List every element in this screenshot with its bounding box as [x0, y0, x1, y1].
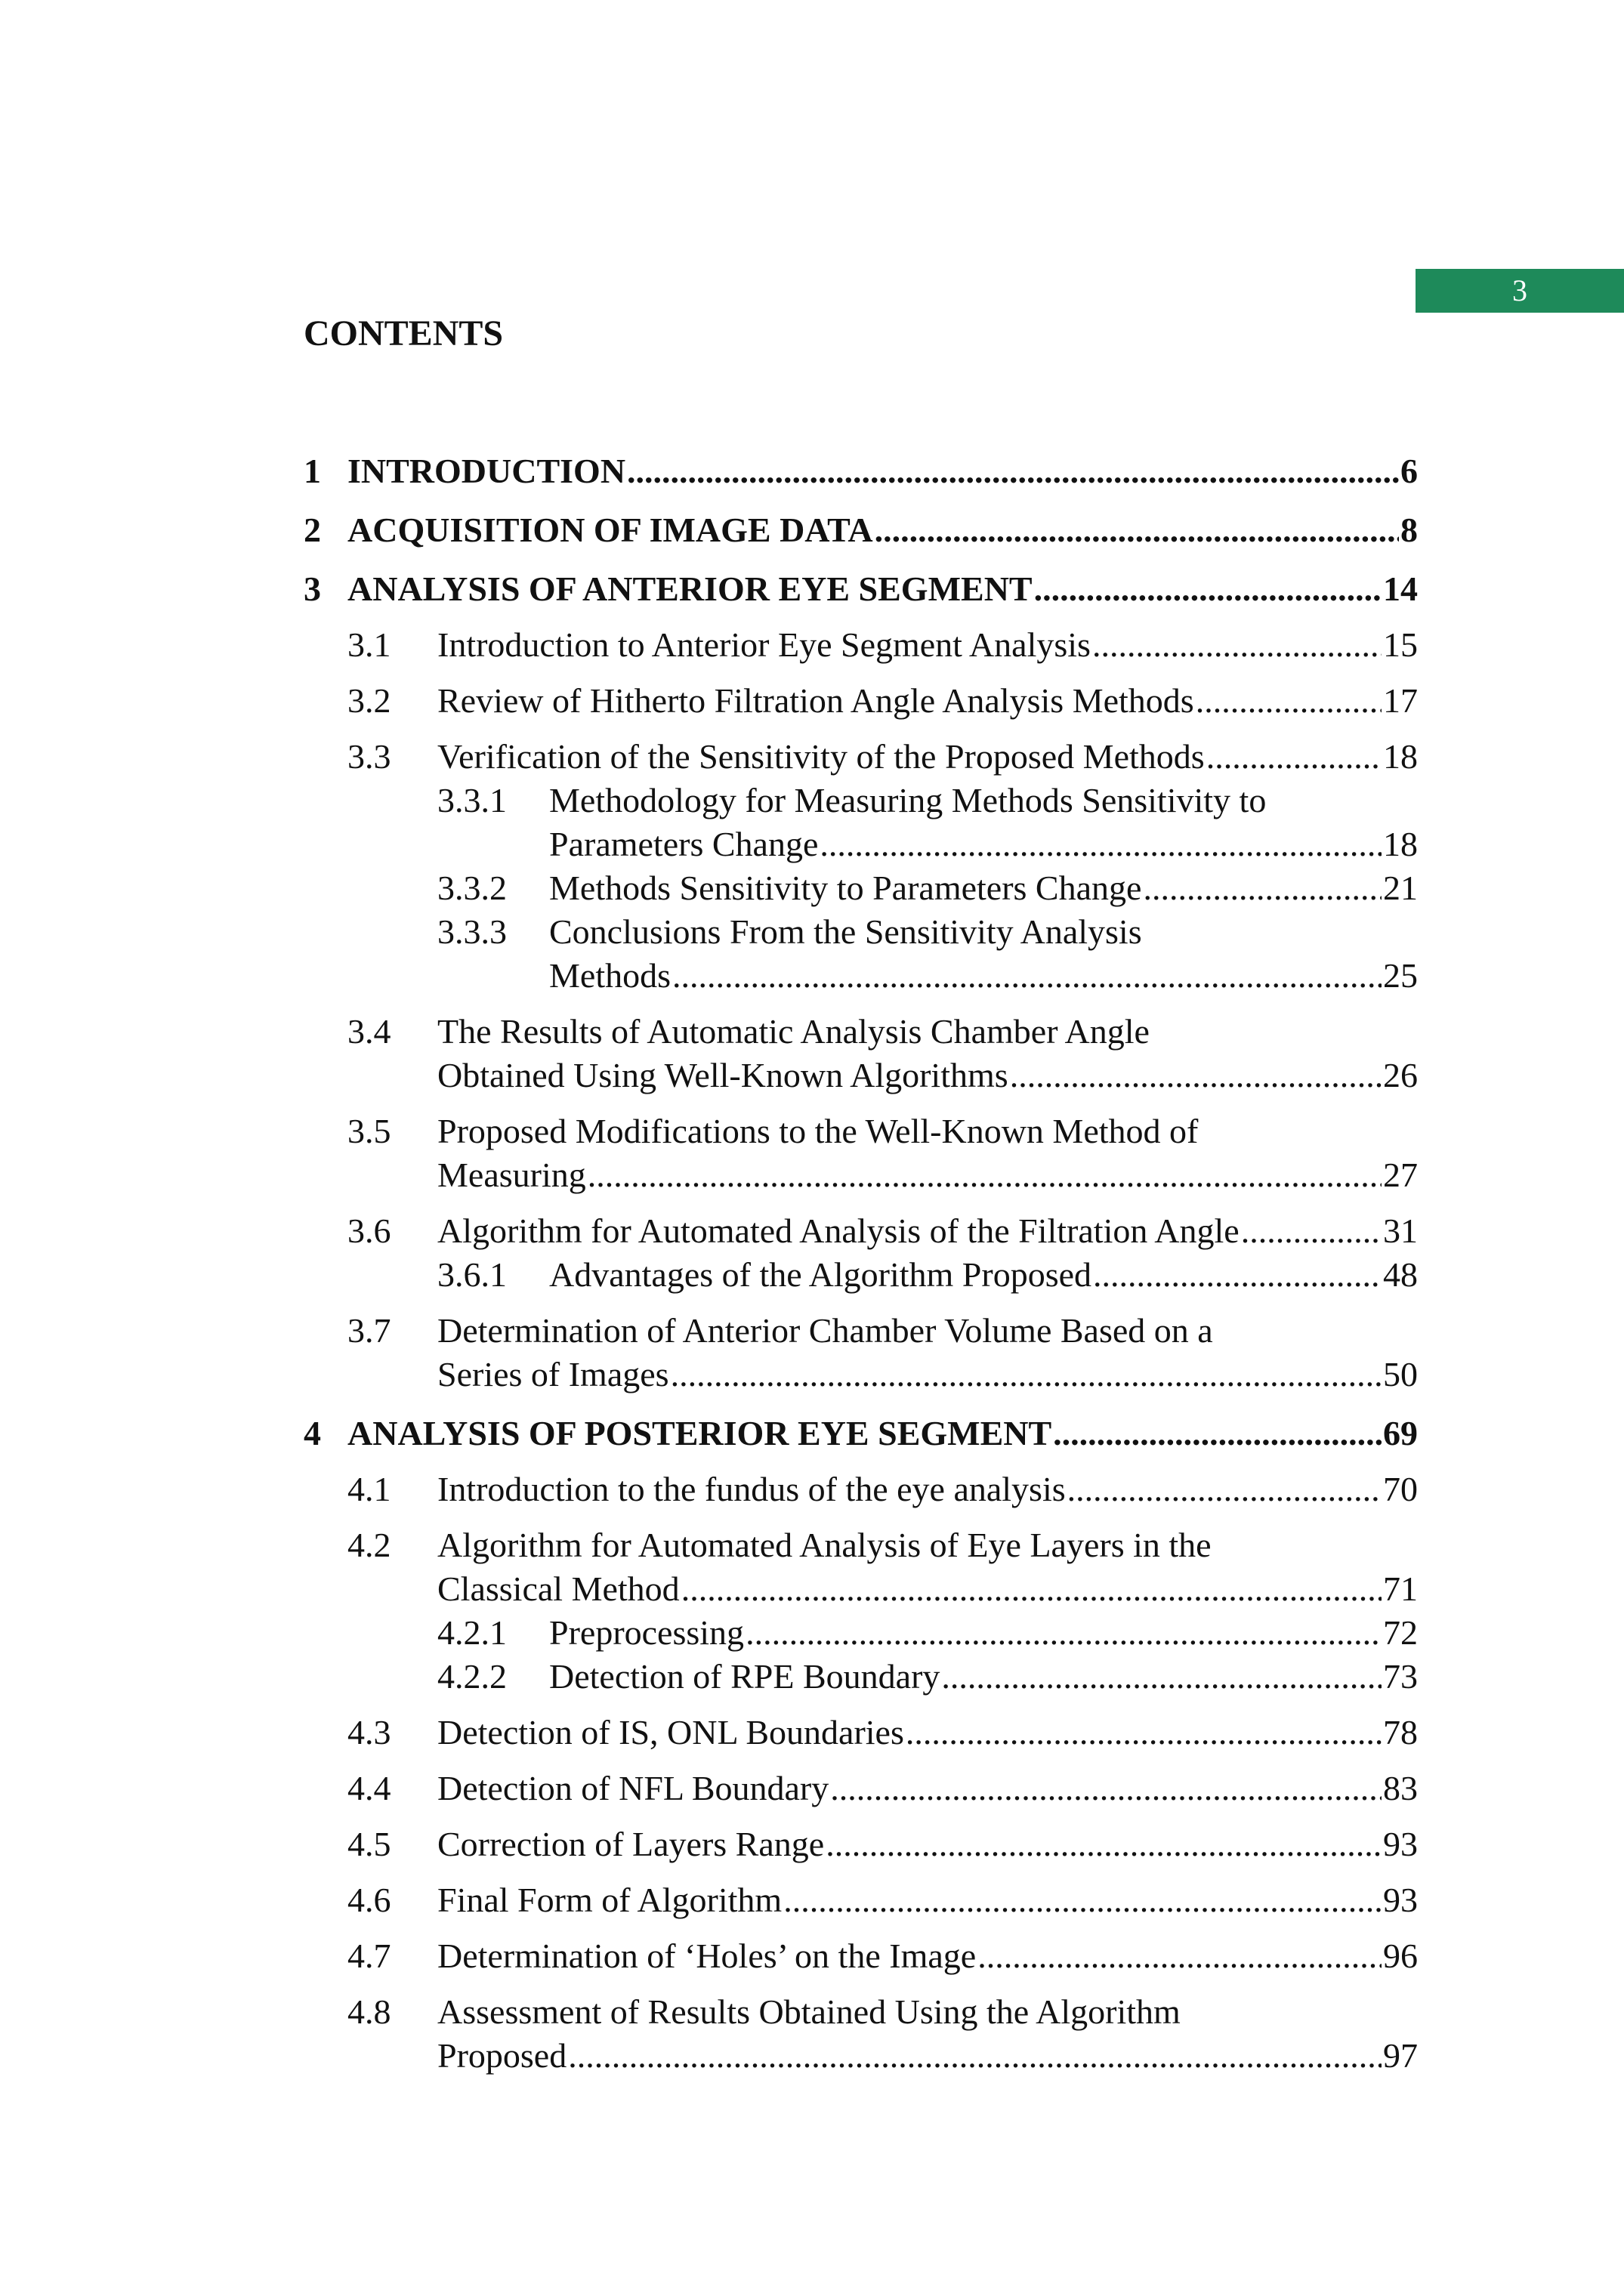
dot-leader [671, 1353, 1382, 1396]
toc-entry[interactable] [304, 866, 1418, 910]
toc-entry-title: Methods Sensitivity to Parameters Change [549, 869, 1142, 907]
toc-entry-page: 50 [1383, 1355, 1418, 1393]
dot-leader [1010, 1054, 1382, 1097]
toc-entry-page: 18 [1383, 825, 1418, 863]
toc-entry-number: 4.1 [347, 1470, 391, 1508]
toc-entry-number: 4.5 [347, 1825, 391, 1863]
toc-entry-page: 18 [1383, 737, 1418, 776]
toc-entry-title: Detection of NFL Boundary [437, 1769, 829, 1807]
toc-entry-page: 27 [1383, 1156, 1418, 1194]
dot-leader [977, 1934, 1382, 1978]
toc-entry-number: 3.5 [347, 1112, 391, 1150]
toc-entry-number: 4.2 [347, 1526, 391, 1564]
toc-entry-number: 4.2.1 [437, 1613, 507, 1652]
dot-leader [820, 822, 1382, 866]
toc-entry-title: Series of Images [437, 1355, 669, 1393]
dot-leader [941, 1655, 1382, 1699]
toc-entry-title: Verification of the Sensitivity of the Proposed Methods [437, 737, 1205, 776]
toc-entry-page: 71 [1383, 1569, 1418, 1608]
toc-entry-number: 4.4 [347, 1769, 391, 1807]
toc-entry-title: ACQUISITION OF IMAGE DATA [347, 511, 873, 549]
toc-entry-title: Preprocessing [549, 1613, 745, 1652]
toc-entry[interactable] [304, 1934, 1418, 1978]
toc-entry-number: 3.1 [347, 625, 391, 664]
dot-leader [1067, 1467, 1382, 1511]
toc-entry-title-line: Assessment of Results Obtained Using the Algorithm [437, 1992, 1181, 2031]
toc-entry-title: ANALYSIS OF ANTERIOR EYE SEGMENT [347, 569, 1033, 608]
dot-leader [1196, 679, 1382, 723]
toc-entry-title: Advantages of the Algorithm Proposed [549, 1255, 1092, 1294]
toc-entry-page: 97 [1383, 2036, 1418, 2075]
toc-entry-page: 31 [1383, 1211, 1418, 1250]
toc-entry-title: Methods [549, 956, 671, 995]
toc-entry-page: 93 [1383, 1825, 1418, 1863]
toc-entry[interactable] [304, 1109, 1418, 1197]
toc-entry[interactable] [304, 1711, 1418, 1754]
toc-entry-number: 1 [304, 452, 321, 490]
dot-leader [875, 508, 1399, 552]
dot-leader [830, 1767, 1382, 1810]
toc-entry-number: 4.8 [347, 1992, 391, 2031]
toc-entry-page: 8 [1400, 511, 1418, 549]
toc-entry-number: 3.3 [347, 737, 391, 776]
toc-entry-page: 25 [1383, 956, 1418, 995]
toc-entry-title: Determination of ‘Holes’ on the Image [437, 1937, 977, 1975]
toc-entry-title: Classical Method [437, 1569, 680, 1608]
toc-entry-page: 72 [1383, 1613, 1418, 1652]
toc-entry[interactable] [304, 1309, 1418, 1396]
toc-entry-title-line: Conclusions From the Sensitivity Analysis [549, 912, 1142, 951]
toc-entry-title-line: Proposed Modifications to the Well-Known Method of [437, 1112, 1199, 1150]
toc-entry-number: 3.7 [347, 1311, 391, 1350]
toc-entry-title: Introduction to the fundus of the eye analysis [437, 1470, 1066, 1508]
toc-entry[interactable] [304, 567, 1418, 611]
toc-entry-title-line: Algorithm for Automated Analysis of Eye Layers in the [437, 1526, 1212, 1564]
dot-leader [1053, 1412, 1382, 1455]
toc-entry[interactable] [304, 779, 1418, 866]
toc-entry-title: Review of Hitherto Filtration Angle Analysis Methods [437, 681, 1194, 720]
toc-entry-number: 3.3.1 [437, 781, 507, 819]
dot-leader [1092, 623, 1382, 667]
dot-leader [672, 954, 1382, 998]
dot-leader [826, 1822, 1382, 1866]
toc-entry[interactable] [304, 735, 1418, 779]
toc-entry-page: 96 [1383, 1937, 1418, 1975]
dot-leader [568, 2034, 1382, 2078]
toc-entry-number: 3.3.2 [437, 869, 507, 907]
toc-entry-number: 4.3 [347, 1713, 391, 1751]
toc-entry[interactable] [304, 1523, 1418, 1611]
toc-entry-page: 15 [1383, 625, 1418, 664]
toc-entry-page: 14 [1383, 569, 1418, 608]
toc-entry[interactable] [304, 1822, 1418, 1866]
toc-entry-title-line: The Results of Automatic Analysis Chamber Angle [437, 1012, 1150, 1051]
toc-entry-title: Algorithm for Automated Analysis of the Filtration Angle [437, 1211, 1240, 1250]
dot-leader [746, 1611, 1382, 1655]
dot-leader [627, 449, 1399, 493]
toc-entry-number: 4.2.2 [437, 1657, 507, 1696]
toc-entry-number: 4.6 [347, 1881, 391, 1919]
dot-leader [906, 1711, 1382, 1754]
dot-leader [1034, 567, 1382, 611]
toc-entry[interactable] [304, 508, 1418, 552]
toc-entry[interactable] [304, 1010, 1418, 1097]
dot-leader [1093, 1253, 1382, 1297]
contents-heading: CONTENTS [304, 313, 504, 353]
toc-entry-page: 6 [1400, 452, 1418, 490]
toc-entry-title: Introduction to Anterior Eye Segment Analysis [437, 625, 1091, 664]
toc-entry-page: 78 [1383, 1713, 1418, 1751]
toc-entry-page: 21 [1383, 869, 1418, 907]
toc-entry-page: 17 [1383, 681, 1418, 720]
toc-entry[interactable] [304, 1467, 1418, 1511]
toc-entry-number: 3.6 [347, 1211, 391, 1250]
toc-entry[interactable] [304, 449, 1418, 493]
toc-entry-number: 3.6.1 [437, 1255, 507, 1294]
toc-entry-page: 73 [1383, 1657, 1418, 1696]
toc-entry[interactable] [304, 1611, 1418, 1655]
toc-entry[interactable] [304, 1878, 1418, 1922]
toc-entry-title: Detection of IS, ONL Boundaries [437, 1713, 904, 1751]
toc-entry-title: Detection of RPE Boundary [549, 1657, 940, 1696]
toc-entry-title: Proposed [437, 2036, 567, 2075]
dot-leader [1241, 1209, 1382, 1253]
toc-entry[interactable] [304, 1655, 1418, 1699]
toc-entry-title: Measuring [437, 1156, 586, 1194]
toc-entry-title: INTRODUCTION [347, 452, 626, 490]
toc-entry-number: 4.7 [347, 1937, 391, 1975]
toc-entry-page: 48 [1383, 1255, 1418, 1294]
toc-entry[interactable] [304, 679, 1418, 723]
dot-leader [1143, 866, 1382, 910]
toc-entry-title: Final Form of Algorithm [437, 1881, 783, 1919]
toc-entry-page: 70 [1383, 1470, 1418, 1508]
dot-leader [783, 1878, 1382, 1922]
toc-entry-number: 3.4 [347, 1012, 391, 1051]
toc-entry[interactable] [304, 910, 1418, 998]
toc-entry[interactable] [304, 1412, 1418, 1455]
dot-leader [1206, 735, 1382, 779]
toc-entry-title: ANALYSIS OF POSTERIOR EYE SEGMENT [347, 1414, 1052, 1452]
toc-entry-page: 69 [1383, 1414, 1418, 1452]
toc-entry[interactable] [304, 1767, 1418, 1810]
dot-leader [588, 1153, 1382, 1197]
page-number-tab: 3 [1416, 269, 1624, 313]
toc-entry-title-line: Determination of Anterior Chamber Volume Based on a [437, 1311, 1213, 1350]
toc-entry-number: 2 [304, 511, 321, 549]
toc-entry-title: Parameters Change [549, 825, 819, 863]
toc-entry-page: 83 [1383, 1769, 1418, 1807]
toc-entry-number: 3.2 [347, 681, 391, 720]
toc-entry-number: 3 [304, 569, 321, 608]
table-of-contents [304, 434, 1418, 2078]
toc-entry[interactable] [304, 623, 1418, 667]
toc-entry-page: 93 [1383, 1881, 1418, 1919]
toc-entry-number: 3.3.3 [437, 912, 507, 951]
toc-entry[interactable] [304, 1990, 1418, 2078]
toc-entry-title: Correction of Layers Range [437, 1825, 825, 1863]
toc-entry-page: 26 [1383, 1056, 1418, 1094]
toc-entry-title: Obtained Using Well-Known Algorithms [437, 1056, 1008, 1094]
dot-leader [681, 1567, 1382, 1611]
toc-entry-number: 4 [304, 1414, 321, 1452]
toc-entry[interactable] [304, 1253, 1418, 1297]
toc-entry-title-line: Methodology for Measuring Methods Sensitivity to [549, 781, 1267, 819]
toc-entry[interactable] [304, 1209, 1418, 1253]
